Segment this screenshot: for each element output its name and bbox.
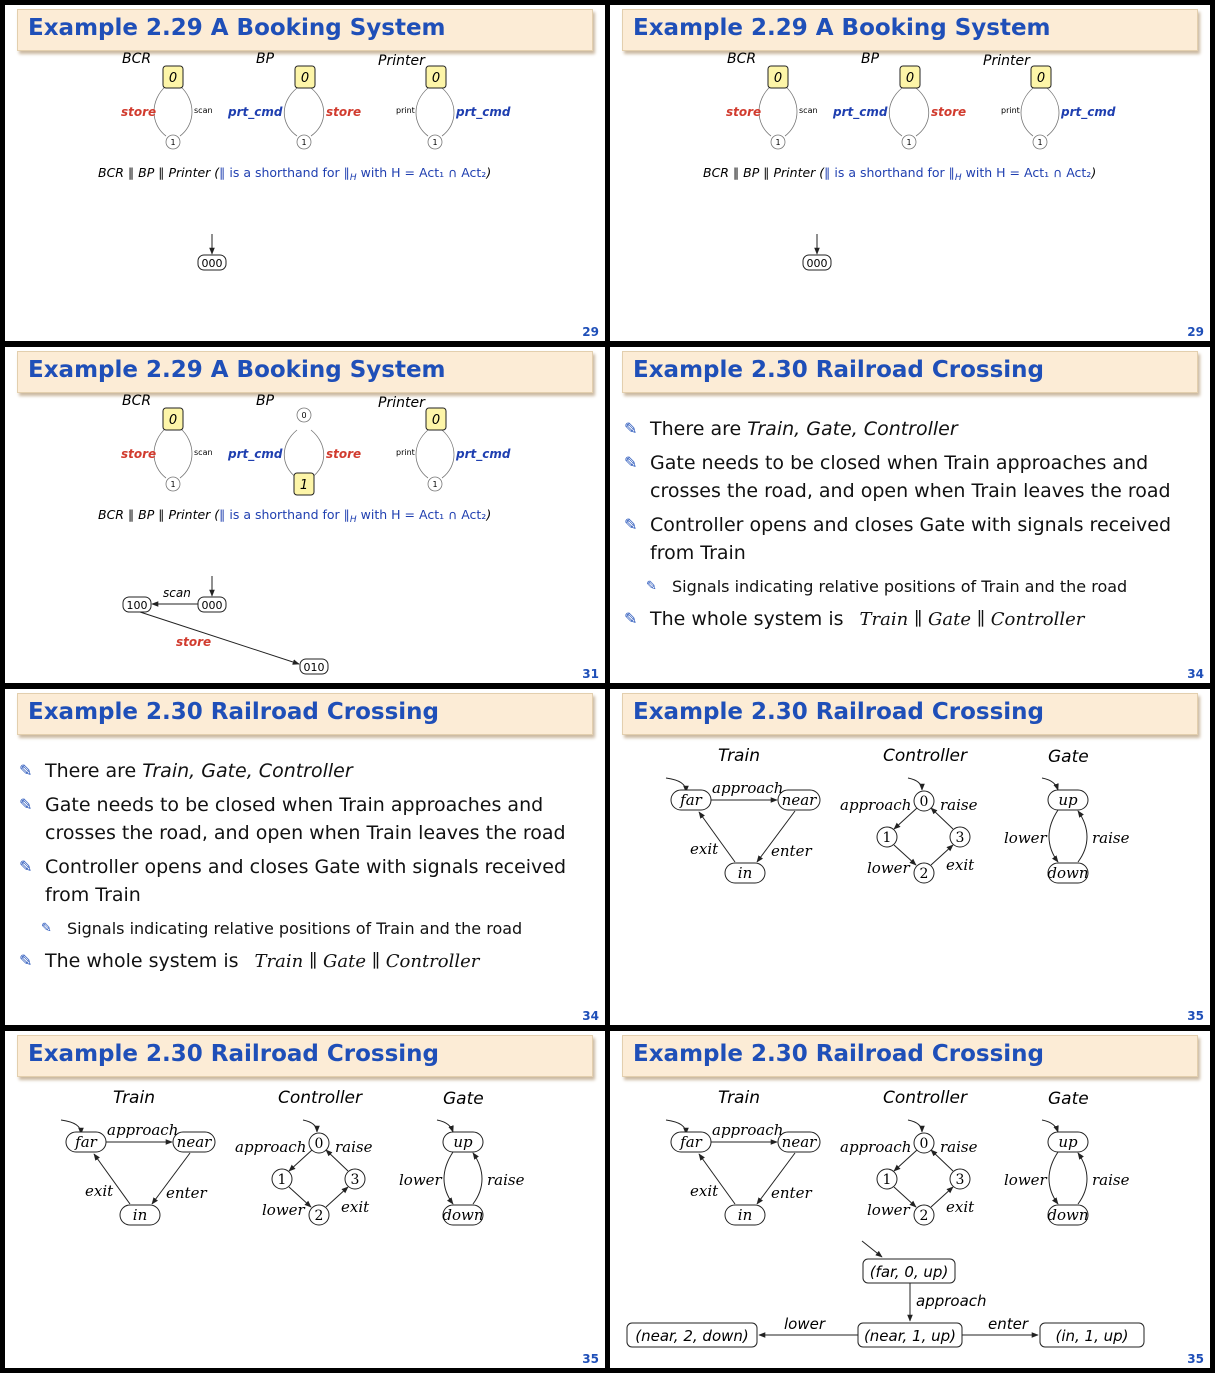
svg-text:0: 0 — [773, 71, 783, 86]
slide-title: Example 2.29 A Booking System — [633, 15, 1051, 41]
svg-text:1: 1 — [775, 138, 781, 147]
sub-bullet-3-1: ✎ Signals indicating relative positions of Train and the road — [19, 915, 599, 943]
svg-text:000: 000 — [201, 599, 223, 612]
composite-in-1-up: (in, 1, up) — [1055, 1327, 1129, 1345]
page-number: 31 — [582, 667, 599, 681]
slide-railroad-composite — [610, 1031, 1210, 1368]
svg-text:store: store — [176, 635, 212, 649]
booking-diagram-3 — [5, 347, 605, 683]
bullet-1: ✎ There are Train, Gate, Controller — [19, 757, 599, 785]
bcr-state-1: 1 — [170, 138, 176, 147]
composite-near-2-down: (near, 2, down) — [635, 1327, 749, 1345]
railroad-automata-diagram-2 — [5, 1031, 605, 1368]
slide-title: Example 2.30 Railroad Crossing — [633, 1041, 1045, 1067]
slide-title: Example 2.30 Railroad Crossing — [28, 699, 440, 725]
page-number: 29 — [582, 325, 599, 339]
svg-text:approach: approach — [916, 1292, 987, 1310]
bullet-2: ✎ Gate needs to be closed when Train approaches and crosses the road, and open when Train leaves the road — [624, 449, 1204, 505]
slide-booking-2 — [610, 5, 1210, 341]
svg-text:1: 1 — [170, 480, 176, 489]
composite-state-010: 010 — [303, 661, 325, 674]
printer-state-0: 0 — [431, 71, 441, 86]
svg-text:0: 0 — [1036, 71, 1046, 86]
slide-title-bar — [622, 351, 1198, 393]
slide-railroad-automata-1 — [610, 689, 1210, 1025]
bullet-3: ✎ Controller opens and closes Gate with signals received from Train — [19, 853, 599, 909]
page-number: 34 — [1187, 667, 1204, 681]
bp-state-1: 1 — [301, 138, 307, 147]
composite-near-1-up: (near, 1, up) — [863, 1327, 957, 1345]
page-number: 29 — [1187, 325, 1204, 339]
slide-railroad-automata-2 — [5, 1031, 605, 1368]
composite-state-100: 100 — [126, 599, 148, 612]
slide-title: Example 2.30 Railroad Crossing — [28, 1041, 440, 1067]
slide-title: Example 2.29 A Booking System — [28, 15, 446, 41]
slide-booking-1 — [5, 5, 605, 341]
bcr-state-0: 0 — [168, 71, 178, 86]
bp-state-1-active: 1 — [299, 478, 309, 493]
page-number: 35 — [1187, 1352, 1204, 1366]
svg-text:1: 1 — [432, 480, 438, 489]
slide-title: Example 2.29 A Booking System — [28, 357, 446, 383]
composite-state-000: 000 — [201, 257, 223, 270]
svg-text:0: 0 — [905, 71, 915, 86]
composite-far-0-up: (far, 0, up) — [869, 1263, 949, 1281]
svg-text:enter: enter — [988, 1315, 1029, 1333]
svg-text:lower: lower — [784, 1315, 826, 1333]
railroad-composite-diagram — [610, 1031, 1210, 1368]
slide-booking-3 — [5, 347, 605, 683]
bullet-list — [19, 757, 599, 982]
bullet-list — [624, 415, 1204, 640]
slide-title: Example 2.30 Railroad Crossing — [633, 357, 1045, 383]
bullet-1: ✎ There are Train, Gate, Controller — [624, 415, 1204, 443]
svg-text:0: 0 — [168, 413, 178, 428]
bullet-4: ✎ The whole system is Train ∥ Gate ∥ Controller — [624, 605, 1204, 634]
page-number: 34 — [582, 1009, 599, 1023]
slide-railroad-bullets-2 — [5, 689, 605, 1025]
bp-state-0: 0 — [300, 71, 310, 86]
svg-text:scan: scan — [163, 586, 191, 600]
page-number: 35 — [1187, 1009, 1204, 1023]
svg-text:1: 1 — [1037, 138, 1043, 147]
slide-railroad-bullets-1 — [610, 347, 1210, 683]
svg-text:1: 1 — [906, 138, 912, 147]
slide-title: Example 2.30 Railroad Crossing — [633, 699, 1045, 725]
svg-text:0: 0 — [431, 413, 441, 428]
railroad-automata-diagram-1 — [610, 689, 1210, 1025]
slide-title-bar — [17, 693, 593, 735]
bullet-4: ✎ The whole system is Train ∥ Gate ∥ Controller — [19, 947, 599, 976]
svg-text:0: 0 — [301, 411, 307, 420]
booking-diagram-2 — [610, 5, 1210, 341]
sub-bullet-3-1: ✎ Signals indicating relative positions of Train and the road — [624, 573, 1204, 601]
bullet-2: ✎ Gate needs to be closed when Train approaches and crosses the road, and open when Train leaves the road — [19, 791, 599, 847]
bullet-3: ✎ Controller opens and closes Gate with signals received from Train — [624, 511, 1204, 567]
booking-diagram-1 — [5, 5, 605, 341]
svg-text:000: 000 — [806, 257, 828, 270]
page-number: 35 — [582, 1352, 599, 1366]
printer-state-1: 1 — [432, 138, 438, 147]
